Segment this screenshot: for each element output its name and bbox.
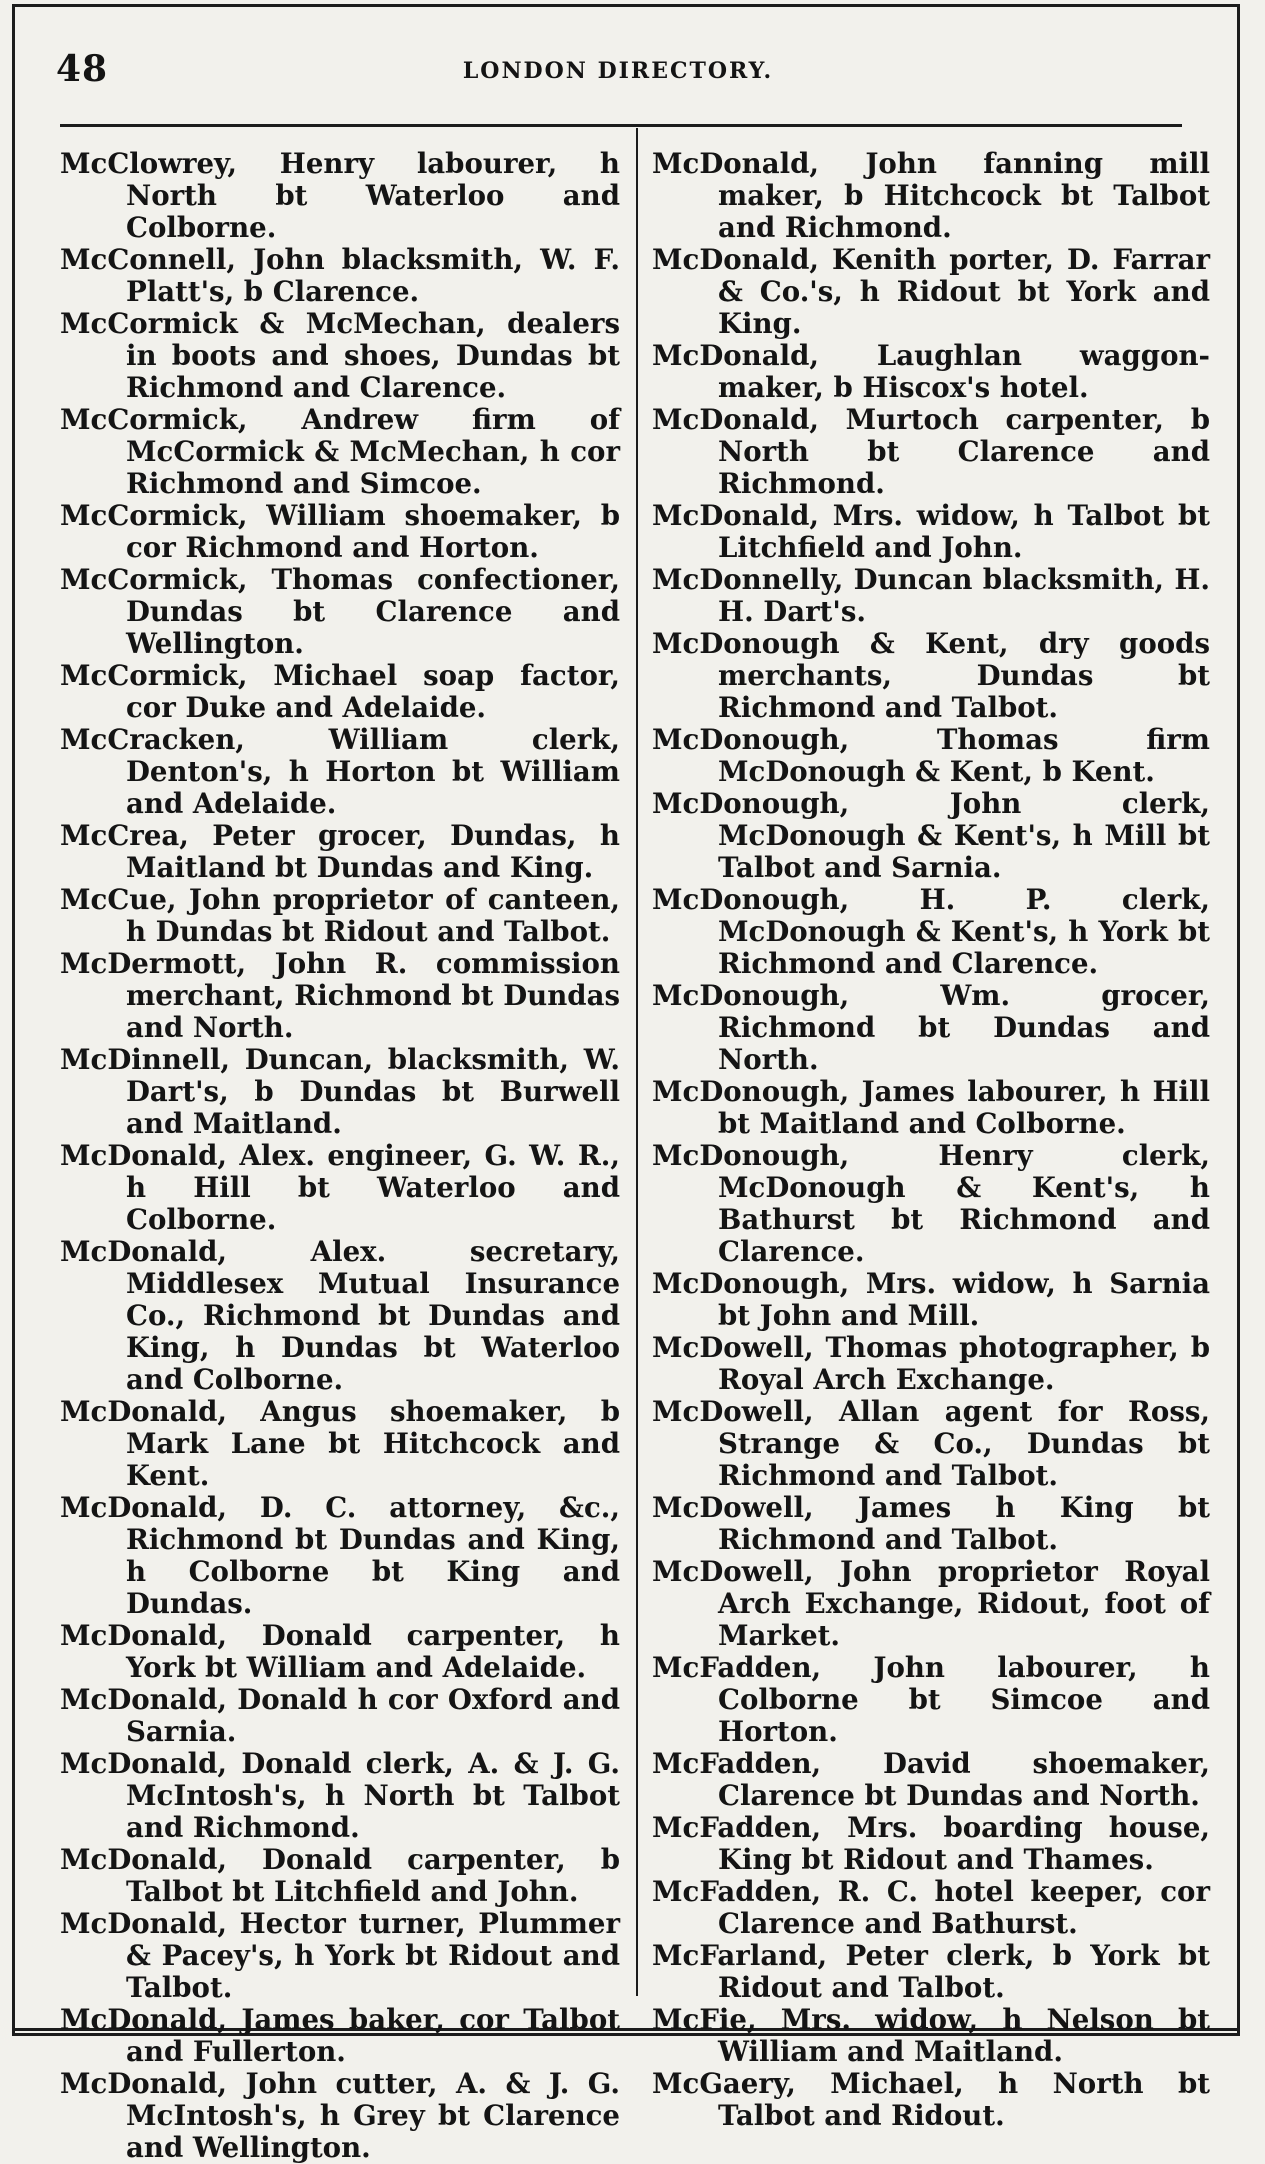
right-column [652,148,1210,2132]
header-rule [60,124,1182,127]
page-header [48,44,1188,100]
directory-entry: McDonald, Angus shoemaker, b Mark Lane bt Hitchcock and Kent. [60,1395,620,1492]
directory-entry: McDonough, Mrs. widow, h Sarnia bt John and Mill. [652,1267,1210,1332]
directory-entry: McDowell, Allan agent for Ross, Strange & Co., Dundas bt Richmond and Talbot. [652,1395,1210,1492]
directory-entry: McDonough, Henry clerk, McDonough & Kent's, h Bathurst bt Richmond and Clarence. [652,1139,1210,1268]
directory-entry: McDonald, Mrs. widow, h Talbot bt Litchfield and John. [652,499,1210,564]
directory-entry: McCormick, Andrew firm of McCormick & McMechan, h cor Richmond and Simcoe. [60,403,620,500]
directory-entry: McDonough, James labourer, h Hill bt Maitland and Colborne. [652,1075,1210,1140]
directory-entry: McCormick & McMechan, dealers in boots and shoes, Dundas bt Richmond and Clarence. [60,307,620,404]
directory-entry: McDonald, Alex. engineer, G. W. R., h Hill bt Waterloo and Colborne. [60,1139,620,1236]
directory-entry: McDonald, Donald clerk, A. & J. G. McIntosh's, h North bt Talbot and Richmond. [60,1747,620,1844]
directory-entry: McDermott, John R. commission merchant, Richmond bt Dundas and North. [60,947,620,1044]
directory-entry: McFadden, John labourer, h Colborne bt Simcoe and Horton. [652,1651,1210,1748]
directory-entry: McFadden, Mrs. boarding house, King bt Ridout and Thames. [652,1811,1210,1876]
directory-entry: McDonough, Thomas firm McDonough & Kent, b Kent. [652,723,1210,788]
column-divider [636,128,638,1996]
directory-entry: McDonald, John cutter, A. & J. G. McIntosh's, h Grey bt Clarence and Wellington. [60,2067,620,2164]
directory-entry: McDonald, Murtoch carpenter, b North bt Clarence and Richmond. [652,403,1210,500]
directory-entry: McDonough, Wm. grocer, Richmond bt Dundas and North. [652,979,1210,1076]
left-column [60,148,620,2164]
directory-entry: McDonald, Donald h cor Oxford and Sarnia. [60,1683,620,1748]
directory-entry: McDonald, John fanning mill maker, b Hitchcock bt Talbot and Richmond. [652,147,1210,244]
directory-entry: McDowell, John proprietor Royal Arch Exchange, Ridout, foot of Market. [652,1555,1210,1652]
directory-entry: McDonough, John clerk, McDonough & Kent's, h Mill bt Talbot and Sarnia. [652,787,1210,884]
directory-entry: McDonough & Kent, dry goods merchants, Dundas bt Richmond and Talbot. [652,627,1210,724]
directory-entry: McDonnelly, Duncan blacksmith, H. H. Dart's. [652,563,1210,628]
directory-entry: McDonald, Alex. secretary, Middlesex Mutual Insurance Co., Richmond bt Dundas and King, h Dundas bt Waterloo and Colborne. [60,1235,620,1396]
directory-entry: McFie, Mrs. widow, h Nelson bt William and Maitland. [652,2003,1210,2068]
directory-entry: McFadden, David shoemaker, Clarence bt Dundas and North. [652,1747,1210,1812]
directory-entry: McDowell, Thomas photographer, b Royal Arch Exchange. [652,1331,1210,1396]
directory-entry: McCormick, William shoemaker, b cor Richmond and Horton. [60,499,620,564]
directory-entry: McDonald, Hector turner, Plummer & Pacey's, h York bt Ridout and Talbot. [60,1907,620,2004]
directory-entry: McDonald, Donald carpenter, b Talbot bt Litchfield and John. [60,1843,620,1908]
directory-entry: McClowrey, Henry labourer, h North bt Waterloo and Colborne. [60,147,620,244]
directory-entry: McCrea, Peter grocer, Dundas, h Maitland bt Dundas and King. [60,819,620,884]
directory-entry: McDonald, Donald carpenter, h York bt William and Adelaide. [60,1619,620,1684]
directory-entry: McCormick, Thomas confectioner, Dundas bt Clarence and Wellington. [60,563,620,660]
directory-entry: McFadden, R. C. hotel keeper, cor Clarence and Bathurst. [652,1875,1210,1940]
directory-entry: McGaery, Michael, h North bt Talbot and Ridout. [652,2067,1210,2132]
page-number: 48 [56,48,109,90]
directory-entry: McCue, John proprietor of canteen, h Dundas bt Ridout and Talbot. [60,883,620,948]
directory-entry: McCormick, Michael soap factor, cor Duke and Adelaide. [60,659,620,724]
directory-entry: McDowell, James h King bt Richmond and Talbot. [652,1491,1210,1556]
directory-entry: McDonald, D. C. attorney, &c., Richmond bt Dundas and King, h Colborne bt King and Dundas. [60,1491,620,1620]
directory-entry: McDonald, Kenith porter, D. Farrar & Co.'s, h Ridout bt York and King. [652,243,1210,340]
directory-entry: McDinnell, Duncan, blacksmith, W. Dart's, b Dundas bt Burwell and Maitland. [60,1043,620,1140]
directory-entry: McCracken, William clerk, Denton's, h Horton bt William and Adelaide. [60,723,620,820]
directory-entry: McDonald, James baker, cor Talbot and Fullerton. [60,2003,620,2068]
directory-entry: McDonough, H. P. clerk, McDonough & Kent's, h York bt Richmond and Clarence. [652,883,1210,980]
directory-entry: McConnell, John blacksmith, W. F. Platt's, b Clarence. [60,243,620,308]
directory-entry: McDonald, Laughlan waggon-maker, b Hiscox's hotel. [652,339,1210,404]
directory-entry: McFarland, Peter clerk, b York bt Ridout and Talbot. [652,1939,1210,2004]
running-title: LONDON DIRECTORY. [462,58,774,84]
